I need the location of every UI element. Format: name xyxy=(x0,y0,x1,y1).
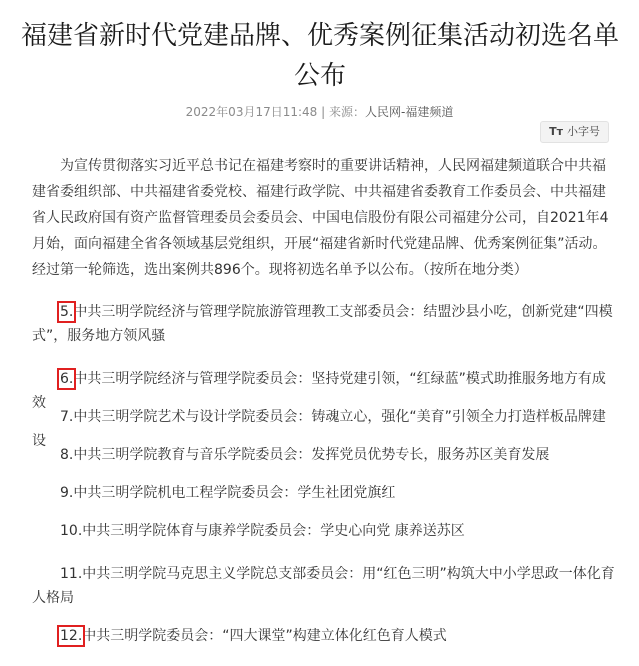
list-item xyxy=(32,624,618,648)
item-text: 中共三明学院机电工程学院委员会：学生社团党旗红 xyxy=(73,485,396,501)
item-text: 中共三明学院体育与康养学院委员会：学史心向党 康养送苏区 xyxy=(82,523,465,539)
item-text: 中共三明学院艺术与设计学院委员会：铸魂立心，强化“美育”引领全力打造样板品牌建设 xyxy=(32,409,606,449)
item-text: 中共三明学院委员会：“四大课堂”构建立体化红色育人模式 xyxy=(82,628,447,644)
item-number: 8. xyxy=(60,447,74,463)
item-number: 12. xyxy=(60,628,83,644)
item-text: 中共三明学院教育与音乐学院委员会：发挥党员优势专长，服务苏区美育发展 xyxy=(73,447,550,463)
item-number: 5. xyxy=(60,304,74,320)
item-number: 7. xyxy=(60,409,74,425)
item-number: 11. xyxy=(60,566,83,582)
font-size-icon: Tт xyxy=(549,125,563,138)
list-item xyxy=(32,300,618,348)
source-link[interactable]: 人民网-福建频道 xyxy=(365,105,454,119)
item-number: 9. xyxy=(60,485,74,501)
publish-date: 2022年03月17日11:48 xyxy=(185,105,318,119)
item-text: 中共三明学院马克思主义学院总支部委员会：用“红色三明”构筑大中小学思政一体化育人格局 xyxy=(32,566,615,606)
font-size-toggle-button[interactable] xyxy=(540,121,609,143)
article-meta xyxy=(0,103,639,120)
list-item xyxy=(32,562,618,610)
article-title: 福建省新时代党建品牌、优秀案例征集活动初选名单公布 xyxy=(20,21,619,91)
item-text: 中共三明学院经济与管理学院旅游管理教工支部委员会：结盟沙县小吃，创新党建“四模式”，服务地方领风骚 xyxy=(32,304,613,344)
list-item xyxy=(32,481,618,505)
list-item xyxy=(32,519,618,543)
item-number: 6. xyxy=(60,371,74,387)
intro-paragraph: 为宣传贯彻落实习近平总书记在福建考察时的重要讲话精神，人民网福建频道联合中共福建省委组织部、中共福建省委党校、福建行政学院、中共福建省委教育工作委员会、中共福建省人民政府国有资产监督管理委员会委员会、中国电信股份有限公司福建分公司，自2021年4月始，面向福建全省各领域基层党组织，开展“福建省新时代党建品牌、优秀案例征集”活动。经过第一轮筛选，选出案例共896个。现将初选名单予以公布。（按所在地分类） xyxy=(32,158,609,278)
item-text: 中共三明学院经济与管理学院委员会：坚持党建引领，“红绿蓝”模式助推服务地方有成效 xyxy=(32,371,606,411)
list-item xyxy=(32,443,618,467)
font-size-label: 小字号 xyxy=(567,125,600,138)
item-number: 10. xyxy=(60,523,83,539)
source-separator: | 来源： xyxy=(317,105,365,119)
